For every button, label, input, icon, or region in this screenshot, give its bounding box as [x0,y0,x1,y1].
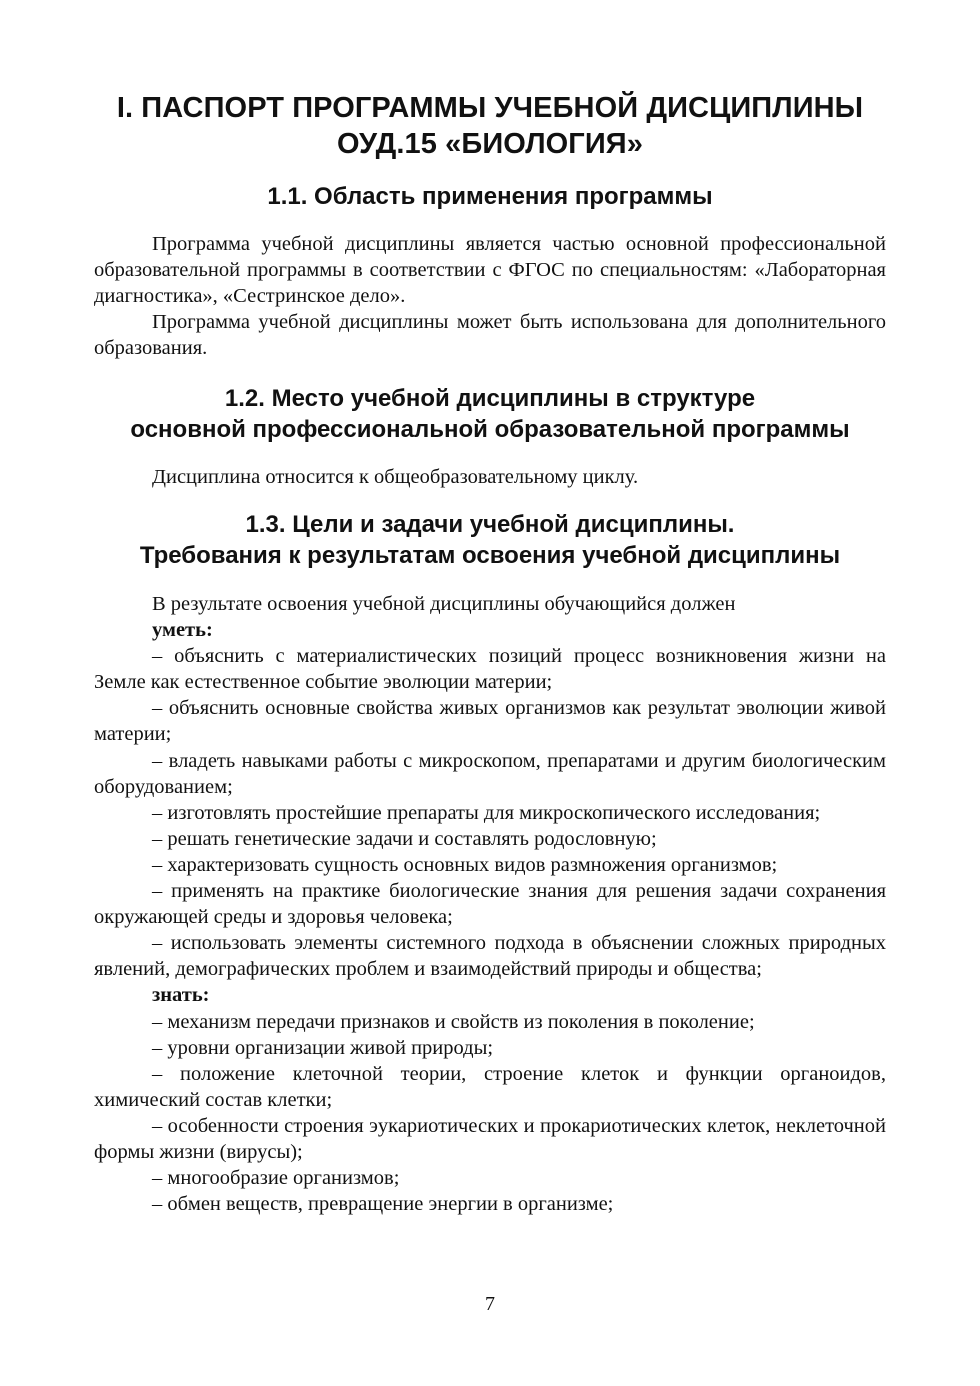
section-1-1-paragraph-1: Программа учебной дисциплины является частью основной профессиональной образовательной программы в соответствии с ФГОС по специальностям: «Лабораторная диагностика», «Сестринское дело». [94,233,886,308]
section-1-2-paragraph: Дисциплина относится к общеобразовательному циклу. [152,466,639,488]
section-1-3-heading-line-2: Требования к результатам освоения учебной дисциплины [139,542,841,569]
section-1-2-heading-line-2: основной профессиональной образовательной программы [130,416,850,443]
skill-item: – решать генетические задачи и составлять родословную; [152,827,657,850]
section-1-1-heading: 1.1. Область применения программы [267,183,713,210]
knowledge-item: – особенности строения эукариотических и прокариотических клеток, неклеточной формы жизни (вирусы); [94,1114,886,1163]
section-1-3-heading [60,509,920,571]
knowledge-item: – обмен веществ, превращение энергии в организме; [152,1193,614,1216]
knowledge-item: – многообразие организмов; [152,1167,400,1190]
knowledge-item: – уровни организации живой природы; [152,1036,494,1059]
skill-item: – характеризовать сущность основных видов размножения организмов; [152,853,778,876]
skills-label: уметь: [152,619,213,642]
skill-item: – объяснить основные свойства живых организмов как результат эволюции живой материи; [94,697,886,746]
section-1-3-heading-line-1: 1.3. Цели и задачи учебной дисциплины. [245,511,735,538]
section-1-2-body [94,464,886,490]
skill-item: – использовать элементы системного подхода в объяснении сложных природных явлений, демографических проблем и взаимодействий природы и общества; [94,932,886,981]
section-1-2-heading-line-1: 1.2. Место учебной дисциплины в структуре [224,385,756,412]
knowledge-item: – механизм передачи признаков и свойств из поколения в поколение; [152,1010,755,1033]
section-1-1-paragraph-2: Программа учебной дисциплины может быть использована для дополнительного образования. [94,311,886,360]
knowledge-item: – положение клеточной теории, строение клеток и функции органоидов, химический состав клетки; [94,1062,886,1111]
page-number: 7 [485,1293,495,1315]
skill-item: – применять на практике биологические знания для решения задачи сохранения окружающей среды и здоровья человека; [94,880,886,929]
skill-item: – изготовлять простейшие препараты для микроскопического исследования; [152,801,821,824]
skill-item: – объяснить с материалистических позиций процесс возникновения жизни на Земле как естественное событие эволюции материи; [94,645,886,694]
document-title [60,90,920,162]
title-line-2: ОУД.15 «БИОЛОГИЯ» [337,128,643,160]
knowledge-label: знать: [152,984,210,1007]
section-1-2-heading [60,383,920,445]
section-1-1-body [94,231,886,361]
title-line-1: I. ПАСПОРТ ПРОГРАММЫ УЧЕБНОЙ ДИСЦИПЛИНЫ [116,92,864,124]
skill-item: – владеть навыками работы с микроскопом, препаратами и другим биологическим оборудованием; [94,749,886,798]
section-1-3-intro: В результате освоения учебной дисциплины обучающийся должен [152,593,736,615]
section-1-3-body [94,591,886,1217]
